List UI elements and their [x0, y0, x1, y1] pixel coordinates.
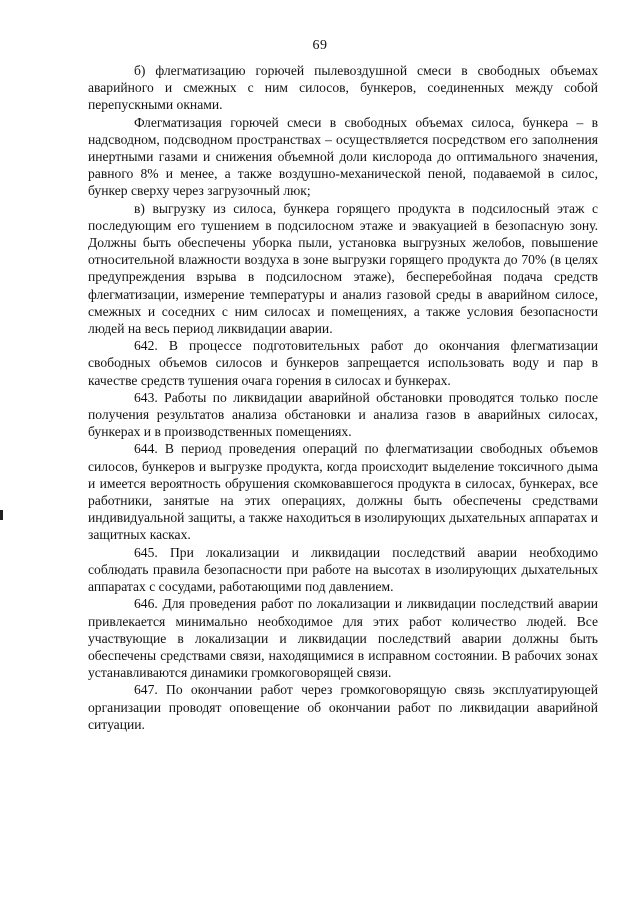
paragraph-item-b: б) флегматизацию горючей пылевоздушной смеси в свободных объемах аварийного и смежных с ним силосов, бункеров, соединенных между собой перепускными окнами. — [88, 63, 598, 113]
paragraph-642: 642. В процессе подготовительных работ до окончания флегматизации свободных объемов силосов и бункеров запрещается использовать воду и пар в качестве средств тушения очага горения в силосах и бункерах. — [88, 338, 598, 388]
paragraph-phlegmatization: Флегматизация горючей смеси в свободных объемах силоса, бункера – в надсводном, подсводном пространствах – осуществляется посредством его заполнения инертными газами и снижения объемной доли кислорода до оптимального значения, равного 8% и менее, а также воздушно-механической пеной, подаваемой в силос, бункер сверху через загрузочный люк; — [88, 114, 598, 199]
paragraph-647: 647. По окончании работ через громкоговорящую связь эксплуатирующей организации проводят оповещение об окончании работ по ликвидации аварийной ситуации. — [88, 682, 598, 732]
paragraph-item-v: в) выгрузку из силоса, бункера горящего продукта в подсилосный этаж с последующим его тушением в подсилосном этаже и эвакуацией в безопасную зону. Должны быть обеспечены уборка пыли, установка выгрузных желобов, повышение относительной влажности воздуха в зоне выгрузки горящего продукта до 70% (в целях предупреждения взрыва в подсилосном этаже), бесперебойная подача средств флегматизации, измерение температуры и анализ газовой среды в аварийном силосе, смежных и соседних с ним силосах и помещениях, а также условия безопасности людей на весь период ликвидации аварии. — [88, 200, 598, 337]
paragraph-645: 645. При локализации и ликвидации последствий аварии необходимо соблюдать правила безопасности при работе на высотах в изолирующих дыхательных аппаратах с сосудами, работающими под давлением. — [88, 544, 598, 595]
scan-edge-mark — [0, 510, 3, 520]
paragraph-646: 646. Для проведения работ по локализации и ликвидации последствий аварии привлекается минимально необходимое для этих работ количество людей. Все участвующие в локализации и ликвидации последствий аварии должны быть обеспечены средствами связи, находящимися в исправном состоянии. В рабочих зонах устанавливаются динамики громкоговорящей связи. — [88, 596, 598, 681]
page-number: 69 — [312, 38, 328, 53]
document-body — [88, 62, 598, 733]
paragraph-643: 643. Работы по ликвидации аварийной обстановки проводятся только после получения результатов анализа обстановки и анализа газов в аварийных силосах, бункерах и в производственных помещениях. — [88, 389, 598, 440]
paragraph-644: 644. В период проведения операций по флегматизации свободных объемов силосов, бункеров и выгрузке продукта, когда происходит выделение токсичного дыма и имеется вероятность обрушения скомковавшегося продукта в силосах, бункерах, все работники, занятые на этих операциях, должны быть обеспечены средствами индивидуальной защиты, а также находиться в изолирующих дыхательных аппаратах и защитных касках. — [88, 441, 598, 543]
